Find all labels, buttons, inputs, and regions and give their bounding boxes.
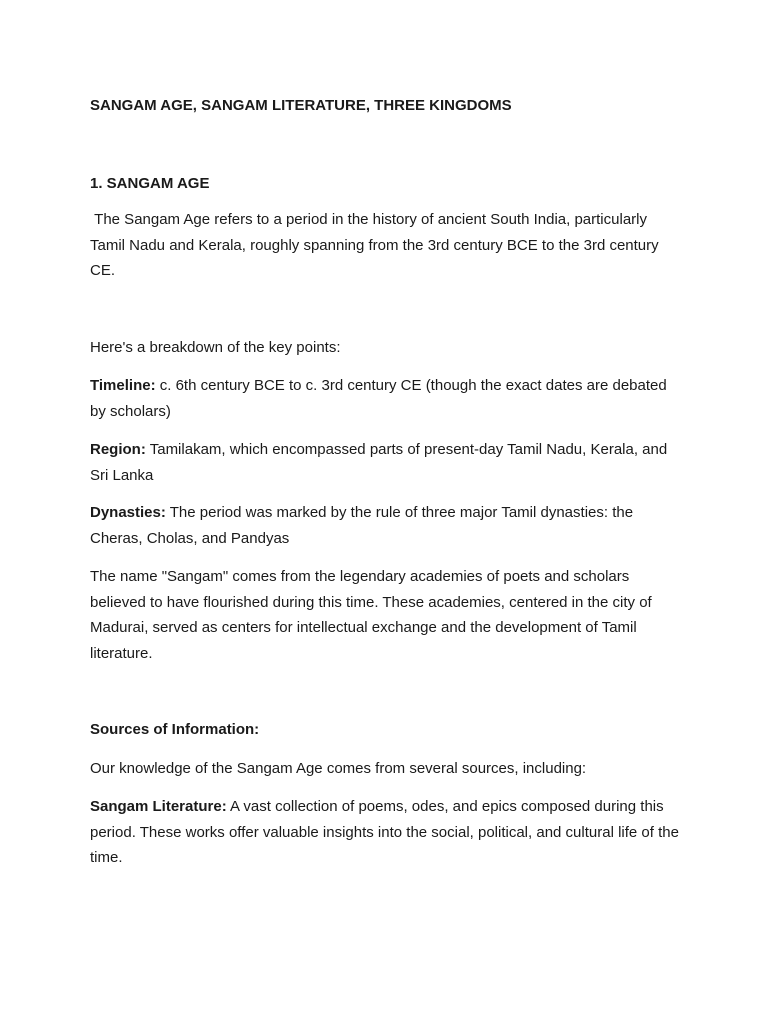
- section-heading-sangam-age: 1. SANGAM AGE: [90, 175, 210, 192]
- key-point-text: Tamilakam, which encompassed parts of present-day Tamil Nadu, Kerala, and Sri Lanka: [90, 441, 672, 484]
- key-point-term: Region:: [90, 441, 146, 458]
- intro-paragraph: The Sangam Age refers to a period in the history of ancient South India, particularly Tamil Nadu and Kerala, roughly spanning from the 3rd century BCE to the 3rd century CE.: [90, 211, 663, 279]
- key-point-term: Timeline:: [90, 377, 156, 394]
- key-point-dynasties: [90, 500, 680, 551]
- source-item-sangam-literature: [90, 794, 684, 871]
- sources-heading: Sources of Information:: [90, 721, 260, 738]
- document-title: SANGAM AGE, SANGAM LITERATURE, THREE KINGDOMS: [90, 97, 512, 114]
- key-point-text: The period was marked by the rule of three major Tamil dynasties: the Cheras, Cholas, and Pandyas: [90, 504, 638, 547]
- key-point-region: [90, 437, 680, 488]
- key-point-text: c. 6th century BCE to c. 3rd century CE (though the exact dates are debated by scholars): [90, 377, 671, 420]
- source-term: Sangam Literature:: [90, 798, 227, 815]
- name-origin-paragraph: The name "Sangam" comes from the legendary academies of poets and scholars believed to have flourished during this time. These academies, centered in the city of Madurai, served as centers for intellectual exchange and the development of Tamil literature.: [90, 568, 652, 662]
- source-text: A vast collection of poems, odes, and epics composed during this period. These works offer valuable insights into the social, political, and cultural life of the time.: [90, 798, 684, 866]
- sources-lead-paragraph: Our knowledge of the Sangam Age comes from several sources, including:: [90, 760, 587, 777]
- key-point-term: Dynasties:: [90, 504, 166, 521]
- key-point-timeline: [90, 373, 680, 424]
- breakdown-lead-paragraph: Here's a breakdown of the key points:: [90, 339, 341, 356]
